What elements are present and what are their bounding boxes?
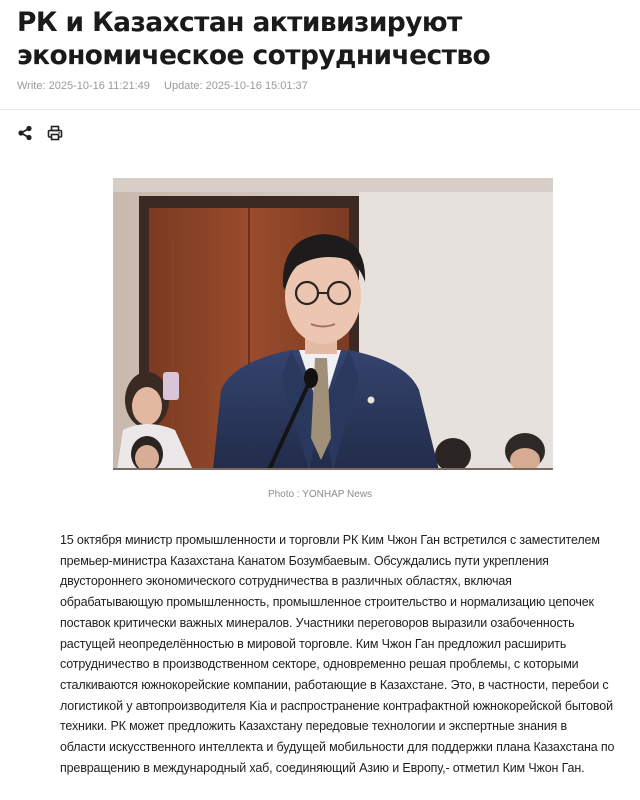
print-icon[interactable] [47,125,63,141]
article-meta [17,80,308,92]
header-divider [0,109,640,110]
update-time: 2025-10-16 15:01:37 [205,80,308,92]
article-body: 15 октября министр промышленности и торговли РК Ким Чжон Ган встретился с заместителем премьер-министра Казахстана Канатом Бозумбаевым. Обсуждались пути укрепления двустороннего экономического сотрудничества в различных областях, включая обрабатывающую промышленность, промышленное строительство и нормализацию цепочек поставок критически важных минералов. Участники переговоров выразили озабоченность растущей неопределённостью в мировой торговле. Ким Чжон Ган предложил расширить сотрудничество в производственном секторе, одновременно решая проблемы, с которыми сталкиваются южнокорейские компании, работающие в Казахстане. Это, в частности, перебои с логистикой у автопроизводителя Kia и распространение контрафактной южнокорейской бытовой техники. РК может предложить Казахстану передовые технологии и экспертные знания в области искусственного интеллекта и будущей мобильности для поддержки плана Казахстана по превращению в международный хаб, соединяющий Азию и Европу,- отметил Ким Чжон Ган. [60,533,615,775]
share-icon[interactable] [17,125,33,141]
article-toolbar [17,125,63,141]
write-time: 2025-10-16 11:21:49 [48,80,150,92]
write-label: Write: [17,80,46,92]
article-title: РК и Казахстан активизируют экономическое сотрудничество [17,7,491,71]
article-photo [113,178,553,470]
photo-caption: Photo : YONHAP News [267,489,373,500]
update-label: Update: [164,80,203,92]
